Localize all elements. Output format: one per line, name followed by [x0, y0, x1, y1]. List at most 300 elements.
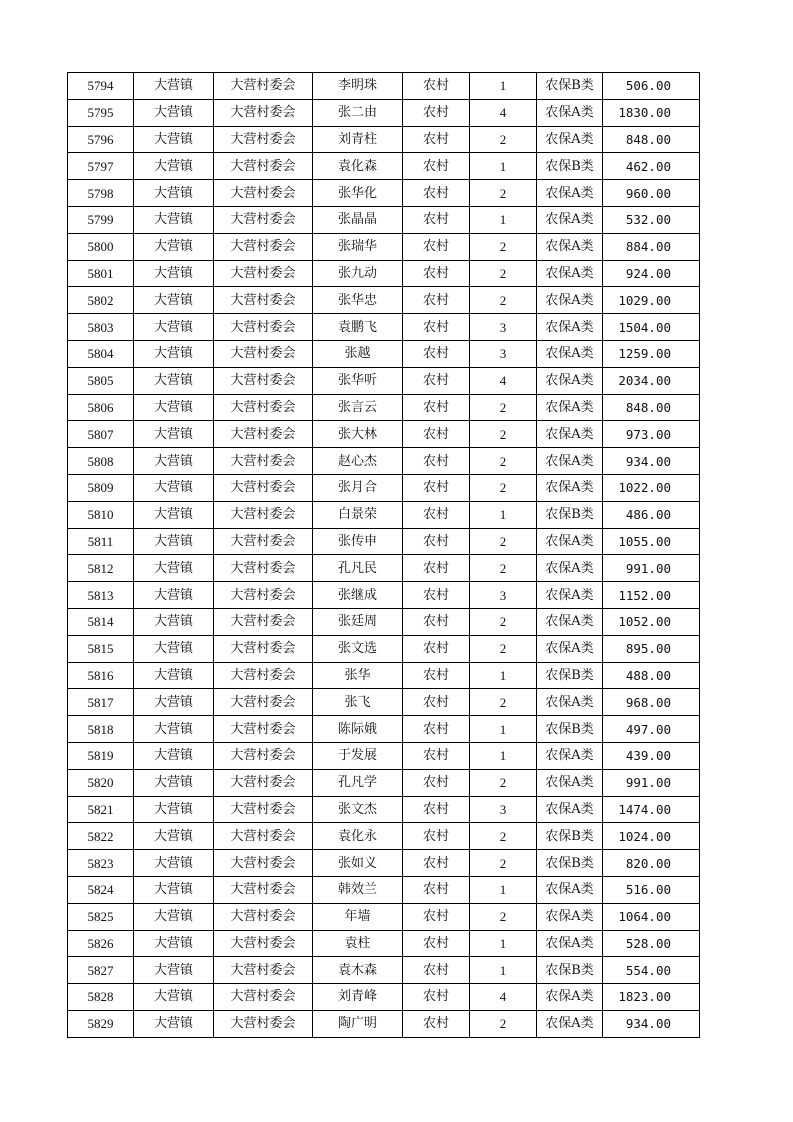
- town-cell: 大营镇: [134, 1010, 214, 1037]
- town-cell: 大营镇: [134, 314, 214, 341]
- area-type-cell: 农村: [403, 287, 470, 314]
- name-cell: 韩效兰: [313, 876, 403, 903]
- row-number-cell: 5799: [68, 206, 134, 233]
- amount-cell: 2034.00: [603, 367, 700, 394]
- household-size-cell: 1: [470, 876, 537, 903]
- village-committee-cell: 大营村委会: [214, 394, 313, 421]
- table-body: [68, 73, 700, 1038]
- amount-cell: 991.00: [603, 555, 700, 582]
- village-committee-cell: 大营村委会: [214, 501, 313, 528]
- area-type-cell: 农村: [403, 742, 470, 769]
- village-committee-cell: 大营村委会: [214, 662, 313, 689]
- row-number-cell: 5820: [68, 769, 134, 796]
- household-size-cell: 2: [470, 233, 537, 260]
- village-committee-cell: 大营村委会: [214, 367, 313, 394]
- household-size-cell: 2: [470, 769, 537, 796]
- household-size-cell: 4: [470, 367, 537, 394]
- row-number-cell: 5812: [68, 555, 134, 582]
- area-type-cell: 农村: [403, 662, 470, 689]
- amount-cell: 1029.00: [603, 287, 700, 314]
- town-cell: 大营镇: [134, 716, 214, 743]
- table-row: [68, 126, 700, 153]
- table-row: [68, 99, 700, 126]
- amount-cell: 1152.00: [603, 582, 700, 609]
- insurance-category-cell: 农保B类: [537, 716, 603, 743]
- town-cell: 大营镇: [134, 635, 214, 662]
- amount-cell: 934.00: [603, 1010, 700, 1037]
- area-type-cell: 农村: [403, 448, 470, 475]
- row-number-cell: 5811: [68, 528, 134, 555]
- insurance-category-cell: 农保A类: [537, 421, 603, 448]
- table-row: [68, 796, 700, 823]
- row-number-cell: 5826: [68, 930, 134, 957]
- name-cell: 袁柱: [313, 930, 403, 957]
- insurance-category-cell: 农保A类: [537, 903, 603, 930]
- area-type-cell: 农村: [403, 957, 470, 984]
- name-cell: 张越: [313, 340, 403, 367]
- town-cell: 大营镇: [134, 180, 214, 207]
- amount-cell: 1022.00: [603, 474, 700, 501]
- table-row: [68, 73, 700, 100]
- amount-cell: 1259.00: [603, 340, 700, 367]
- row-number-cell: 5827: [68, 957, 134, 984]
- town-cell: 大营镇: [134, 769, 214, 796]
- name-cell: 张言云: [313, 394, 403, 421]
- row-number-cell: 5794: [68, 73, 134, 100]
- name-cell: 张瑞华: [313, 233, 403, 260]
- name-cell: 张廷周: [313, 608, 403, 635]
- name-cell: 孔凡学: [313, 769, 403, 796]
- insurance-category-cell: 农保A类: [537, 340, 603, 367]
- household-size-cell: 3: [470, 340, 537, 367]
- amount-cell: 1474.00: [603, 796, 700, 823]
- row-number-cell: 5828: [68, 984, 134, 1011]
- household-size-cell: 2: [470, 394, 537, 421]
- household-size-cell: 2: [470, 260, 537, 287]
- row-number-cell: 5797: [68, 153, 134, 180]
- town-cell: 大营镇: [134, 367, 214, 394]
- row-number-cell: 5819: [68, 742, 134, 769]
- area-type-cell: 农村: [403, 126, 470, 153]
- area-type-cell: 农村: [403, 823, 470, 850]
- name-cell: 袁木森: [313, 957, 403, 984]
- household-size-cell: 2: [470, 823, 537, 850]
- town-cell: 大营镇: [134, 742, 214, 769]
- table-row: [68, 367, 700, 394]
- amount-cell: 1504.00: [603, 314, 700, 341]
- area-type-cell: 农村: [403, 1010, 470, 1037]
- insurance-category-cell: 农保B类: [537, 957, 603, 984]
- area-type-cell: 农村: [403, 501, 470, 528]
- insurance-category-cell: 农保A类: [537, 180, 603, 207]
- name-cell: 张文杰: [313, 796, 403, 823]
- row-number-cell: 5816: [68, 662, 134, 689]
- town-cell: 大营镇: [134, 73, 214, 100]
- name-cell: 李明珠: [313, 73, 403, 100]
- table-row: [68, 876, 700, 903]
- village-committee-cell: 大营村委会: [214, 930, 313, 957]
- insurance-category-cell: 农保A类: [537, 233, 603, 260]
- row-number-cell: 5800: [68, 233, 134, 260]
- town-cell: 大营镇: [134, 260, 214, 287]
- area-type-cell: 农村: [403, 876, 470, 903]
- household-size-cell: 2: [470, 126, 537, 153]
- amount-cell: 1052.00: [603, 608, 700, 635]
- name-cell: 张晶晶: [313, 206, 403, 233]
- insurance-category-cell: 农保B类: [537, 501, 603, 528]
- town-cell: 大营镇: [134, 340, 214, 367]
- row-number-cell: 5803: [68, 314, 134, 341]
- household-size-cell: 2: [470, 689, 537, 716]
- amount-cell: 848.00: [603, 394, 700, 421]
- name-cell: 张文选: [313, 635, 403, 662]
- name-cell: 张继成: [313, 582, 403, 609]
- table-row: [68, 340, 700, 367]
- town-cell: 大营镇: [134, 448, 214, 475]
- insurance-category-cell: 农保A类: [537, 260, 603, 287]
- row-number-cell: 5804: [68, 340, 134, 367]
- name-cell: 袁鹏飞: [313, 314, 403, 341]
- insurance-category-cell: 农保A类: [537, 448, 603, 475]
- insurance-category-cell: 农保A类: [537, 769, 603, 796]
- table-row: [68, 716, 700, 743]
- insurance-category-cell: 农保A类: [537, 287, 603, 314]
- town-cell: 大营镇: [134, 528, 214, 555]
- household-size-cell: 2: [470, 474, 537, 501]
- insurance-category-cell: 农保A类: [537, 528, 603, 555]
- data-table: [67, 72, 700, 1038]
- household-size-cell: 2: [470, 448, 537, 475]
- name-cell: 张月合: [313, 474, 403, 501]
- village-committee-cell: 大营村委会: [214, 153, 313, 180]
- village-committee-cell: 大营村委会: [214, 233, 313, 260]
- insurance-category-cell: 农保B类: [537, 662, 603, 689]
- data-table-container: [67, 72, 700, 1038]
- area-type-cell: 农村: [403, 528, 470, 555]
- insurance-category-cell: 农保A类: [537, 608, 603, 635]
- household-size-cell: 2: [470, 421, 537, 448]
- amount-cell: 1024.00: [603, 823, 700, 850]
- insurance-category-cell: 农保A类: [537, 1010, 603, 1037]
- village-committee-cell: 大营村委会: [214, 126, 313, 153]
- area-type-cell: 农村: [403, 314, 470, 341]
- name-cell: 陈际娥: [313, 716, 403, 743]
- town-cell: 大营镇: [134, 823, 214, 850]
- row-number-cell: 5822: [68, 823, 134, 850]
- village-committee-cell: 大营村委会: [214, 850, 313, 877]
- amount-cell: 934.00: [603, 448, 700, 475]
- town-cell: 大营镇: [134, 233, 214, 260]
- insurance-category-cell: 农保B类: [537, 73, 603, 100]
- table-row: [68, 582, 700, 609]
- name-cell: 张大林: [313, 421, 403, 448]
- row-number-cell: 5825: [68, 903, 134, 930]
- household-size-cell: 3: [470, 582, 537, 609]
- row-number-cell: 5801: [68, 260, 134, 287]
- insurance-category-cell: 农保A类: [537, 206, 603, 233]
- amount-cell: 991.00: [603, 769, 700, 796]
- area-type-cell: 农村: [403, 769, 470, 796]
- row-number-cell: 5824: [68, 876, 134, 903]
- area-type-cell: 农村: [403, 984, 470, 1011]
- town-cell: 大营镇: [134, 876, 214, 903]
- row-number-cell: 5806: [68, 394, 134, 421]
- area-type-cell: 农村: [403, 474, 470, 501]
- household-size-cell: 2: [470, 1010, 537, 1037]
- table-row: [68, 448, 700, 475]
- name-cell: 于发展: [313, 742, 403, 769]
- village-committee-cell: 大营村委会: [214, 180, 313, 207]
- row-number-cell: 5821: [68, 796, 134, 823]
- insurance-category-cell: 农保A类: [537, 474, 603, 501]
- village-committee-cell: 大营村委会: [214, 769, 313, 796]
- village-committee-cell: 大营村委会: [214, 260, 313, 287]
- area-type-cell: 农村: [403, 367, 470, 394]
- amount-cell: 1055.00: [603, 528, 700, 555]
- amount-cell: 924.00: [603, 260, 700, 287]
- area-type-cell: 农村: [403, 608, 470, 635]
- village-committee-cell: 大营村委会: [214, 608, 313, 635]
- amount-cell: 820.00: [603, 850, 700, 877]
- name-cell: 张九动: [313, 260, 403, 287]
- table-row: [68, 1010, 700, 1037]
- name-cell: 刘青峰: [313, 984, 403, 1011]
- household-size-cell: 2: [470, 555, 537, 582]
- town-cell: 大营镇: [134, 287, 214, 314]
- area-type-cell: 农村: [403, 796, 470, 823]
- name-cell: 袁化永: [313, 823, 403, 850]
- row-number-cell: 5795: [68, 99, 134, 126]
- insurance-category-cell: 农保A类: [537, 99, 603, 126]
- insurance-category-cell: 农保A类: [537, 930, 603, 957]
- village-committee-cell: 大营村委会: [214, 206, 313, 233]
- amount-cell: 486.00: [603, 501, 700, 528]
- row-number-cell: 5809: [68, 474, 134, 501]
- table-row: [68, 850, 700, 877]
- row-number-cell: 5815: [68, 635, 134, 662]
- row-number-cell: 5818: [68, 716, 134, 743]
- village-committee-cell: 大营村委会: [214, 474, 313, 501]
- household-size-cell: 1: [470, 716, 537, 743]
- name-cell: 孔凡民: [313, 555, 403, 582]
- area-type-cell: 农村: [403, 716, 470, 743]
- row-number-cell: 5798: [68, 180, 134, 207]
- household-size-cell: 4: [470, 99, 537, 126]
- table-row: [68, 206, 700, 233]
- household-size-cell: 2: [470, 180, 537, 207]
- table-row: [68, 421, 700, 448]
- village-committee-cell: 大营村委会: [214, 823, 313, 850]
- insurance-category-cell: 农保A类: [537, 796, 603, 823]
- area-type-cell: 农村: [403, 99, 470, 126]
- household-size-cell: 2: [470, 903, 537, 930]
- village-committee-cell: 大营村委会: [214, 287, 313, 314]
- table-row: [68, 394, 700, 421]
- amount-cell: 497.00: [603, 716, 700, 743]
- name-cell: 张华忠: [313, 287, 403, 314]
- town-cell: 大营镇: [134, 582, 214, 609]
- village-committee-cell: 大营村委会: [214, 689, 313, 716]
- insurance-category-cell: 农保A类: [537, 126, 603, 153]
- household-size-cell: 4: [470, 984, 537, 1011]
- amount-cell: 1830.00: [603, 99, 700, 126]
- name-cell: 陶广明: [313, 1010, 403, 1037]
- household-size-cell: 1: [470, 742, 537, 769]
- household-size-cell: 1: [470, 73, 537, 100]
- name-cell: 刘青柱: [313, 126, 403, 153]
- insurance-category-cell: 农保B类: [537, 153, 603, 180]
- area-type-cell: 农村: [403, 421, 470, 448]
- village-committee-cell: 大营村委会: [214, 340, 313, 367]
- amount-cell: 968.00: [603, 689, 700, 716]
- household-size-cell: 1: [470, 662, 537, 689]
- table-row: [68, 903, 700, 930]
- town-cell: 大营镇: [134, 474, 214, 501]
- name-cell: 张传申: [313, 528, 403, 555]
- table-row: [68, 501, 700, 528]
- household-size-cell: 3: [470, 796, 537, 823]
- town-cell: 大营镇: [134, 501, 214, 528]
- insurance-category-cell: 农保B类: [537, 850, 603, 877]
- area-type-cell: 农村: [403, 850, 470, 877]
- amount-cell: 884.00: [603, 233, 700, 260]
- village-committee-cell: 大营村委会: [214, 99, 313, 126]
- household-size-cell: 2: [470, 528, 537, 555]
- household-size-cell: 2: [470, 635, 537, 662]
- insurance-category-cell: 农保A类: [537, 742, 603, 769]
- town-cell: 大营镇: [134, 99, 214, 126]
- amount-cell: 1064.00: [603, 903, 700, 930]
- amount-cell: 960.00: [603, 180, 700, 207]
- village-committee-cell: 大营村委会: [214, 984, 313, 1011]
- name-cell: 赵心杰: [313, 448, 403, 475]
- row-number-cell: 5808: [68, 448, 134, 475]
- insurance-category-cell: 农保A类: [537, 367, 603, 394]
- town-cell: 大营镇: [134, 796, 214, 823]
- town-cell: 大营镇: [134, 555, 214, 582]
- area-type-cell: 农村: [403, 689, 470, 716]
- town-cell: 大营镇: [134, 126, 214, 153]
- area-type-cell: 农村: [403, 394, 470, 421]
- name-cell: 年墙: [313, 903, 403, 930]
- amount-cell: 554.00: [603, 957, 700, 984]
- row-number-cell: 5813: [68, 582, 134, 609]
- village-committee-cell: 大营村委会: [214, 528, 313, 555]
- name-cell: 袁化森: [313, 153, 403, 180]
- insurance-category-cell: 农保A类: [537, 582, 603, 609]
- table-row: [68, 608, 700, 635]
- name-cell: 白景荣: [313, 501, 403, 528]
- village-committee-cell: 大营村委会: [214, 314, 313, 341]
- table-row: [68, 555, 700, 582]
- area-type-cell: 农村: [403, 73, 470, 100]
- town-cell: 大营镇: [134, 930, 214, 957]
- insurance-category-cell: 农保A类: [537, 314, 603, 341]
- name-cell: 张华: [313, 662, 403, 689]
- village-committee-cell: 大营村委会: [214, 635, 313, 662]
- row-number-cell: 5805: [68, 367, 134, 394]
- town-cell: 大营镇: [134, 957, 214, 984]
- table-row: [68, 769, 700, 796]
- amount-cell: 506.00: [603, 73, 700, 100]
- household-size-cell: 1: [470, 957, 537, 984]
- amount-cell: 488.00: [603, 662, 700, 689]
- town-cell: 大营镇: [134, 206, 214, 233]
- name-cell: 张飞: [313, 689, 403, 716]
- village-committee-cell: 大营村委会: [214, 73, 313, 100]
- amount-cell: 439.00: [603, 742, 700, 769]
- town-cell: 大营镇: [134, 394, 214, 421]
- household-size-cell: 2: [470, 850, 537, 877]
- amount-cell: 516.00: [603, 876, 700, 903]
- village-committee-cell: 大营村委会: [214, 716, 313, 743]
- table-row: [68, 984, 700, 1011]
- area-type-cell: 农村: [403, 340, 470, 367]
- household-size-cell: 1: [470, 153, 537, 180]
- table-row: [68, 635, 700, 662]
- area-type-cell: 农村: [403, 555, 470, 582]
- row-number-cell: 5810: [68, 501, 134, 528]
- town-cell: 大营镇: [134, 421, 214, 448]
- table-row: [68, 314, 700, 341]
- name-cell: 张如义: [313, 850, 403, 877]
- insurance-category-cell: 农保A类: [537, 689, 603, 716]
- amount-cell: 462.00: [603, 153, 700, 180]
- village-committee-cell: 大营村委会: [214, 796, 313, 823]
- area-type-cell: 农村: [403, 180, 470, 207]
- table-row: [68, 689, 700, 716]
- village-committee-cell: 大营村委会: [214, 582, 313, 609]
- table-row: [68, 233, 700, 260]
- row-number-cell: 5817: [68, 689, 134, 716]
- town-cell: 大营镇: [134, 608, 214, 635]
- table-row: [68, 180, 700, 207]
- amount-cell: 848.00: [603, 126, 700, 153]
- area-type-cell: 农村: [403, 260, 470, 287]
- village-committee-cell: 大营村委会: [214, 448, 313, 475]
- area-type-cell: 农村: [403, 930, 470, 957]
- village-committee-cell: 大营村委会: [214, 421, 313, 448]
- town-cell: 大营镇: [134, 850, 214, 877]
- name-cell: 张华听: [313, 367, 403, 394]
- row-number-cell: 5814: [68, 608, 134, 635]
- household-size-cell: 1: [470, 930, 537, 957]
- area-type-cell: 农村: [403, 233, 470, 260]
- insurance-category-cell: 农保A类: [537, 876, 603, 903]
- name-cell: 张华化: [313, 180, 403, 207]
- insurance-category-cell: 农保B类: [537, 823, 603, 850]
- area-type-cell: 农村: [403, 903, 470, 930]
- table-row: [68, 823, 700, 850]
- insurance-category-cell: 农保A类: [537, 555, 603, 582]
- row-number-cell: 5829: [68, 1010, 134, 1037]
- table-row: [68, 153, 700, 180]
- table-row: [68, 260, 700, 287]
- village-committee-cell: 大营村委会: [214, 555, 313, 582]
- insurance-category-cell: 农保A类: [537, 984, 603, 1011]
- table-row: [68, 930, 700, 957]
- town-cell: 大营镇: [134, 153, 214, 180]
- row-number-cell: 5807: [68, 421, 134, 448]
- amount-cell: 528.00: [603, 930, 700, 957]
- town-cell: 大营镇: [134, 984, 214, 1011]
- area-type-cell: 农村: [403, 206, 470, 233]
- insurance-category-cell: 农保A类: [537, 394, 603, 421]
- town-cell: 大营镇: [134, 903, 214, 930]
- household-size-cell: 3: [470, 314, 537, 341]
- name-cell: 张二由: [313, 99, 403, 126]
- amount-cell: 1823.00: [603, 984, 700, 1011]
